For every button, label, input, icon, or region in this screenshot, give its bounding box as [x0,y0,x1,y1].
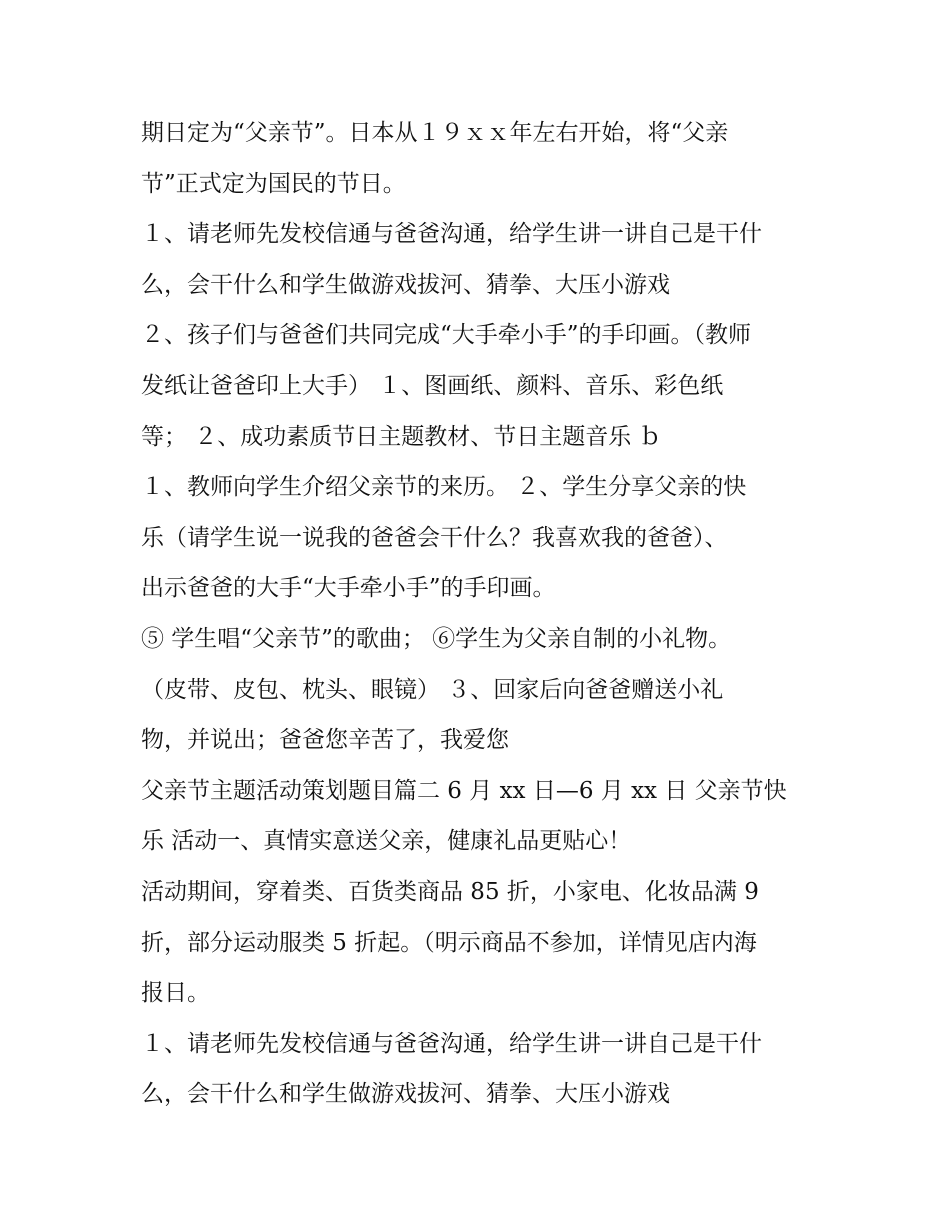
text-line: 物，并说出；爸爸您辛苦了，我爱您 [141,727,509,754]
text-line: 发纸让爸爸印上大手） １、图画纸、颜料、音乐、彩色纸 [141,372,724,399]
text-line: 期日定为“父亲节”。日本从１９ｘｘ年左右开始，将“父亲 [141,120,729,146]
text-line: 乐 活动一、真情实意送父亲，健康礼品更贴心！ [141,828,632,855]
text-line: 折，部分运动服类 5 折起。（明示商品不参加，详情见店内海 [141,929,757,956]
text-line: １、请老师先发校信通与爸爸沟通，给学生讲一讲自己是干什 [141,221,762,248]
text-line: 么，会干什么和学生做游戏拔河、猜拳、大压小游戏 [141,271,670,298]
text-line: （皮带、皮包、枕头、眼镜） ３、回家后向爸爸赠送小礼 [141,676,724,703]
text-line: 等； ２、成功素质节日主题教材、节日主题音乐 ｂ [141,423,662,450]
text-line: 报日。 [141,980,210,1007]
text-line: 出示爸爸的大手“大手牵小手”的手印画。 [141,575,556,602]
document-body [141,108,831,1120]
text-line: 节”正式定为国民的节日。 [141,170,406,197]
text-line: 父亲节主题活动策划题目篇二 6 月 xx 日—6 月 xx 日 父亲节快 [141,777,787,804]
text-line: １、请老师先发校信通与爸爸沟通，给学生讲一讲自己是干什 [141,1030,762,1057]
text-line: ⑤ 学生唱“父亲节”的歌曲； ⑥学生为父亲自制的小礼物。 [141,625,732,652]
text-line: 活动期间，穿着类、百货类商品 85 折，小家电、化妆品满 9 [141,878,759,905]
text-line: 乐（请学生说一说我的爸爸会干什么？我喜欢我的爸爸）、 [141,524,728,551]
text-line: 么，会干什么和学生做游戏拔河、猜拳、大压小游戏 [141,1081,670,1108]
text-line: １、教师向学生介绍父亲节的来历。 ２、学生分享父亲的快 [141,474,747,501]
text-line: ２、孩子们与爸爸们共同完成“大手牵小手”的手印画。（教师 [141,322,752,349]
